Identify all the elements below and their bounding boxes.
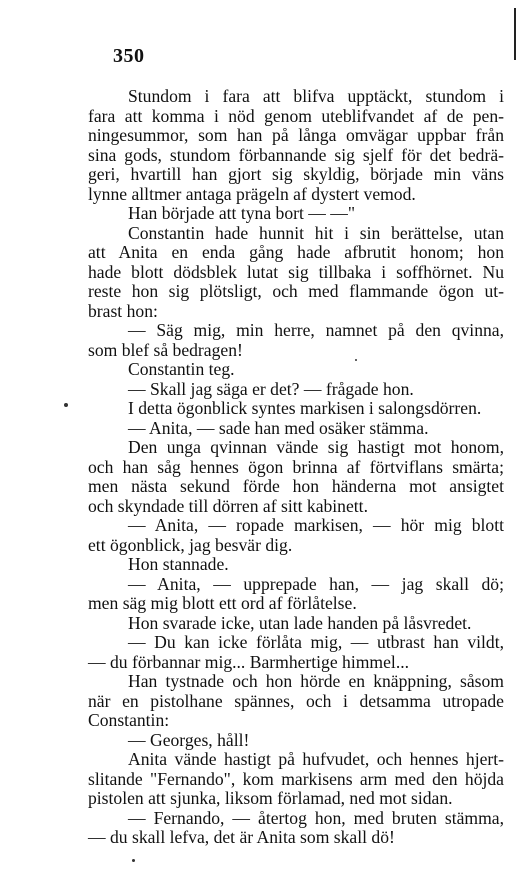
page-edge-mark (514, 8, 516, 60)
text-line: ningesummor, som han på långa omvägar uppbar från (88, 125, 504, 145)
text-line: Constantin hade hunnit hit i sin berättelse, utan (128, 222, 504, 243)
text-line: ett ögonblick, jag besvär dig. (88, 534, 293, 555)
text-line: Hon stannade. (128, 554, 229, 574)
text-line: Hon svarade icke, utan lade handen på låsvredet. (128, 612, 472, 633)
text-line: men säg mig blott ett ord af förlåtelse. (88, 593, 357, 613)
text-line: — Du kan icke förlåta mig, — utbrast han vildt, (128, 632, 504, 652)
print-speck (64, 403, 68, 407)
text-line: fara att komma i nöd genom uteblifvandet af de pen- (88, 105, 504, 126)
text-line: — Anita, — sade han med osäker stämma. (128, 417, 429, 438)
print-speck (355, 359, 357, 361)
text-line: reste hon sig plötsligt, och med flammande ögon ut- (88, 281, 504, 301)
text-line: — Fernando, — återtog hon, med bruten stämma, (128, 807, 504, 828)
text-line: Stundom i fara att blifva upptäckt, stundom i (128, 86, 504, 106)
text-line: och skyndade till dörren af sitt kabinett. (88, 495, 368, 516)
text-line: — Georges, håll! (128, 729, 250, 750)
text-line: Den unga qvinnan vände sig hastigt mot honom, (128, 437, 504, 457)
text-line: lynne alltmer antaga prägeln af dystert vemod. (88, 183, 416, 204)
text-line: slitande "Fernando", kom markisens arm med den höjda (88, 768, 504, 789)
text-line: när en pistolhane spännes, och i detsamma utropade (88, 690, 504, 711)
text-line: — Anita, — upprepade han, — jag skall dö; (128, 573, 504, 594)
print-speck (132, 859, 135, 862)
body-text (88, 87, 504, 848)
text-line: — Säg mig, min herre, namnet på den qvinna, (128, 320, 504, 340)
text-line: pistolen att sjunka, liksom förlamad, ned mot sidan. (88, 788, 453, 808)
text-line: — du skall lefva, det är Anita som skall dö! (88, 827, 395, 847)
text-line: — Anita, — ropade markisen, — hör mig blott (128, 515, 504, 535)
text-line: — du förbannar mig... Barmhertige himmel... (88, 651, 410, 672)
text-line: sina gods, stundom förbannande sig sjelf för det bedrä- (88, 144, 504, 165)
text-line: Han började att tyna bort — —" (128, 203, 356, 223)
text-line: att Anita en enda gång hade afbrutit honom; hon (88, 242, 504, 262)
text-line: geri, hvartill han gjort sig skyldig, började min väns (88, 164, 504, 184)
text-line: I detta ögonblick syntes markisen i salongsdörren. (128, 398, 482, 418)
text-line: Constantin teg. (128, 359, 235, 379)
text-line: Han tystnade och hon hörde en knäppning, såsom (128, 671, 504, 691)
text-line: och han såg hennes ögon brinna af förtviflans smärta; (88, 456, 504, 477)
text-line: brast hon: (88, 300, 158, 321)
text-line: som blef så bedragen! (88, 339, 243, 360)
text-line: — Skall jag säga er det? — frågade hon. (128, 378, 414, 399)
text-line: Constantin: (88, 710, 170, 730)
text-line: Anita vände hastigt på hufvudet, och hennes hjert- (128, 749, 504, 769)
text-line: men nästa sekund förde hon händerna mot ansigtet (88, 476, 504, 496)
text-line: hade blott dödsblek lutat sig tillbaka i soffhörnet. Nu (88, 261, 504, 282)
page-number: 350 (113, 45, 145, 67)
